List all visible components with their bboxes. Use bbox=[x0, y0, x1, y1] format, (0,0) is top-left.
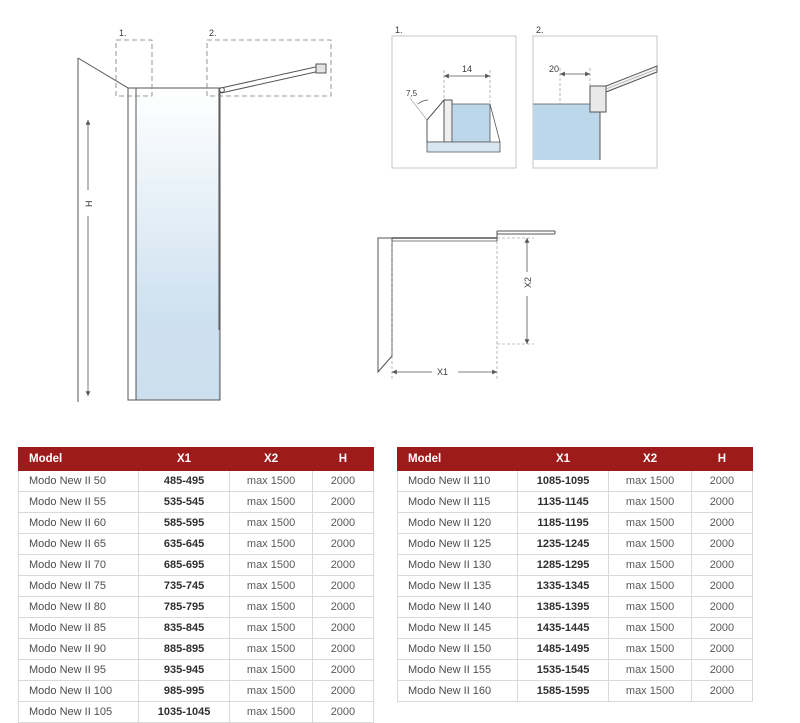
cell-x2: max 1500 bbox=[609, 639, 692, 660]
cell-x2: max 1500 bbox=[609, 681, 692, 702]
detail-view-2 bbox=[533, 25, 657, 168]
table-row bbox=[398, 555, 753, 576]
cell-model: Modo New II 155 bbox=[398, 660, 518, 681]
table-row bbox=[398, 597, 753, 618]
cell-x2: max 1500 bbox=[609, 471, 692, 492]
table-row bbox=[19, 597, 374, 618]
col-header-x2: X2 bbox=[609, 448, 692, 471]
cell-x2: max 1500 bbox=[230, 639, 313, 660]
cell-h: 2000 bbox=[312, 555, 373, 576]
cell-x2: max 1500 bbox=[230, 681, 313, 702]
cell-model: Modo New II 150 bbox=[398, 639, 518, 660]
col-header-h: H bbox=[691, 448, 752, 471]
cell-model: Modo New II 125 bbox=[398, 534, 518, 555]
cell-x2: max 1500 bbox=[230, 471, 313, 492]
table-row bbox=[19, 492, 374, 513]
col-header-x1: X1 bbox=[138, 448, 229, 471]
cell-h: 2000 bbox=[691, 618, 752, 639]
callout-2-label: 2. bbox=[209, 28, 217, 38]
cell-h: 2000 bbox=[312, 702, 373, 723]
detail-2-label: 2. bbox=[536, 25, 544, 35]
cell-x2: max 1500 bbox=[609, 534, 692, 555]
cell-x2: max 1500 bbox=[230, 660, 313, 681]
cell-h: 2000 bbox=[312, 660, 373, 681]
cell-x2: max 1500 bbox=[230, 492, 313, 513]
cell-model: Modo New II 75 bbox=[19, 576, 139, 597]
table-row bbox=[19, 534, 374, 555]
cell-model: Modo New II 120 bbox=[398, 513, 518, 534]
cell-h: 2000 bbox=[312, 639, 373, 660]
cell-x1: 585-595 bbox=[138, 513, 229, 534]
top-view-x1-dim: X1 bbox=[437, 367, 449, 377]
cell-h: 2000 bbox=[691, 471, 752, 492]
cell-model: Modo New II 115 bbox=[398, 492, 518, 513]
cell-model: Modo New II 85 bbox=[19, 618, 139, 639]
cell-model: Modo New II 65 bbox=[19, 534, 139, 555]
cell-model: Modo New II 135 bbox=[398, 576, 518, 597]
table-row bbox=[19, 471, 374, 492]
cell-model: Modo New II 105 bbox=[19, 702, 139, 723]
cell-x1: 535-545 bbox=[138, 492, 229, 513]
table-row bbox=[19, 639, 374, 660]
dimension-h-label: H bbox=[84, 200, 94, 207]
col-header-x1: X1 bbox=[517, 448, 608, 471]
detail-2-height-dim: 20 bbox=[549, 64, 560, 74]
cell-x2: max 1500 bbox=[230, 534, 313, 555]
cell-h: 2000 bbox=[312, 513, 373, 534]
top-view bbox=[378, 231, 555, 380]
table-row bbox=[398, 492, 753, 513]
cell-h: 2000 bbox=[312, 576, 373, 597]
cell-model: Modo New II 50 bbox=[19, 471, 139, 492]
cell-model: Modo New II 145 bbox=[398, 618, 518, 639]
cell-model: Modo New II 90 bbox=[19, 639, 139, 660]
spec-table-right bbox=[397, 447, 753, 702]
cell-h: 2000 bbox=[691, 639, 752, 660]
cell-x1: 985-995 bbox=[138, 681, 229, 702]
cell-h: 2000 bbox=[691, 681, 752, 702]
col-header-model: Model bbox=[398, 448, 518, 471]
cell-model: Modo New II 160 bbox=[398, 681, 518, 702]
cell-h: 2000 bbox=[312, 471, 373, 492]
cell-model: Modo New II 70 bbox=[19, 555, 139, 576]
col-header-h: H bbox=[312, 448, 373, 471]
cell-x1: 1135-1145 bbox=[517, 492, 608, 513]
cell-x2: max 1500 bbox=[609, 597, 692, 618]
table-row bbox=[19, 660, 374, 681]
cell-x1: 785-795 bbox=[138, 597, 229, 618]
cell-x2: max 1500 bbox=[609, 576, 692, 597]
detail-1-width-dim: 14 bbox=[462, 64, 473, 74]
cell-h: 2000 bbox=[312, 618, 373, 639]
table-row bbox=[19, 513, 374, 534]
cell-x2: max 1500 bbox=[230, 513, 313, 534]
cell-x1: 1435-1445 bbox=[517, 618, 608, 639]
table-row bbox=[19, 618, 374, 639]
cell-h: 2000 bbox=[691, 597, 752, 618]
table-row bbox=[398, 576, 753, 597]
detail-1-angle-dim: 7,5 bbox=[406, 89, 418, 98]
cell-x2: max 1500 bbox=[609, 618, 692, 639]
cell-x2: max 1500 bbox=[230, 555, 313, 576]
cell-x1: 835-845 bbox=[138, 618, 229, 639]
cell-x2: max 1500 bbox=[230, 576, 313, 597]
table-row bbox=[398, 471, 753, 492]
cell-model: Modo New II 110 bbox=[398, 471, 518, 492]
col-header-x2: X2 bbox=[230, 448, 313, 471]
cell-h: 2000 bbox=[312, 681, 373, 702]
table-row bbox=[398, 681, 753, 702]
cell-h: 2000 bbox=[691, 534, 752, 555]
cell-x2: max 1500 bbox=[609, 660, 692, 681]
cell-x2: max 1500 bbox=[230, 597, 313, 618]
cell-model: Modo New II 100 bbox=[19, 681, 139, 702]
table-row bbox=[398, 513, 753, 534]
cell-x2: max 1500 bbox=[230, 702, 313, 723]
cell-x1: 485-495 bbox=[138, 471, 229, 492]
cell-h: 2000 bbox=[691, 492, 752, 513]
cell-x1: 935-945 bbox=[138, 660, 229, 681]
cell-model: Modo New II 130 bbox=[398, 555, 518, 576]
cell-x2: max 1500 bbox=[609, 513, 692, 534]
table-row bbox=[19, 702, 374, 723]
table-header-row bbox=[398, 448, 753, 471]
cell-x1: 735-745 bbox=[138, 576, 229, 597]
cell-model: Modo New II 55 bbox=[19, 492, 139, 513]
detail-view-1 bbox=[392, 25, 516, 168]
table-row bbox=[398, 534, 753, 555]
detail-1-label: 1. bbox=[395, 25, 403, 35]
cell-x1: 1085-1095 bbox=[517, 471, 608, 492]
cell-model: Modo New II 80 bbox=[19, 597, 139, 618]
cell-x1: 1035-1045 bbox=[138, 702, 229, 723]
table-row bbox=[398, 618, 753, 639]
cell-model: Modo New II 140 bbox=[398, 597, 518, 618]
cell-h: 2000 bbox=[691, 555, 752, 576]
cell-x1: 1385-1395 bbox=[517, 597, 608, 618]
cell-x1: 1585-1595 bbox=[517, 681, 608, 702]
cell-x1: 635-645 bbox=[138, 534, 229, 555]
table-row bbox=[19, 576, 374, 597]
top-view-x2-dim: X2 bbox=[523, 276, 533, 288]
cell-x2: max 1500 bbox=[609, 492, 692, 513]
cell-x2: max 1500 bbox=[230, 618, 313, 639]
cell-x1: 885-895 bbox=[138, 639, 229, 660]
cell-model: Modo New II 60 bbox=[19, 513, 139, 534]
main-front-view bbox=[78, 28, 331, 402]
cell-x1: 1285-1295 bbox=[517, 555, 608, 576]
table-row bbox=[19, 555, 374, 576]
cell-model: Modo New II 95 bbox=[19, 660, 139, 681]
cell-x1: 1185-1195 bbox=[517, 513, 608, 534]
cell-h: 2000 bbox=[691, 576, 752, 597]
table-row bbox=[19, 681, 374, 702]
cell-x1: 1335-1345 bbox=[517, 576, 608, 597]
table-header-row bbox=[19, 448, 374, 471]
spec-table-left bbox=[18, 447, 374, 723]
table-row bbox=[398, 639, 753, 660]
callout-1-label: 1. bbox=[119, 28, 127, 38]
cell-x1: 1535-1545 bbox=[517, 660, 608, 681]
col-header-model: Model bbox=[19, 448, 139, 471]
cell-h: 2000 bbox=[312, 492, 373, 513]
cell-h: 2000 bbox=[312, 534, 373, 555]
cell-h: 2000 bbox=[691, 513, 752, 534]
cell-x1: 1485-1495 bbox=[517, 639, 608, 660]
cell-x2: max 1500 bbox=[609, 555, 692, 576]
cell-h: 2000 bbox=[312, 597, 373, 618]
table-row bbox=[398, 660, 753, 681]
cell-x1: 685-695 bbox=[138, 555, 229, 576]
cell-h: 2000 bbox=[691, 660, 752, 681]
cell-x1: 1235-1245 bbox=[517, 534, 608, 555]
